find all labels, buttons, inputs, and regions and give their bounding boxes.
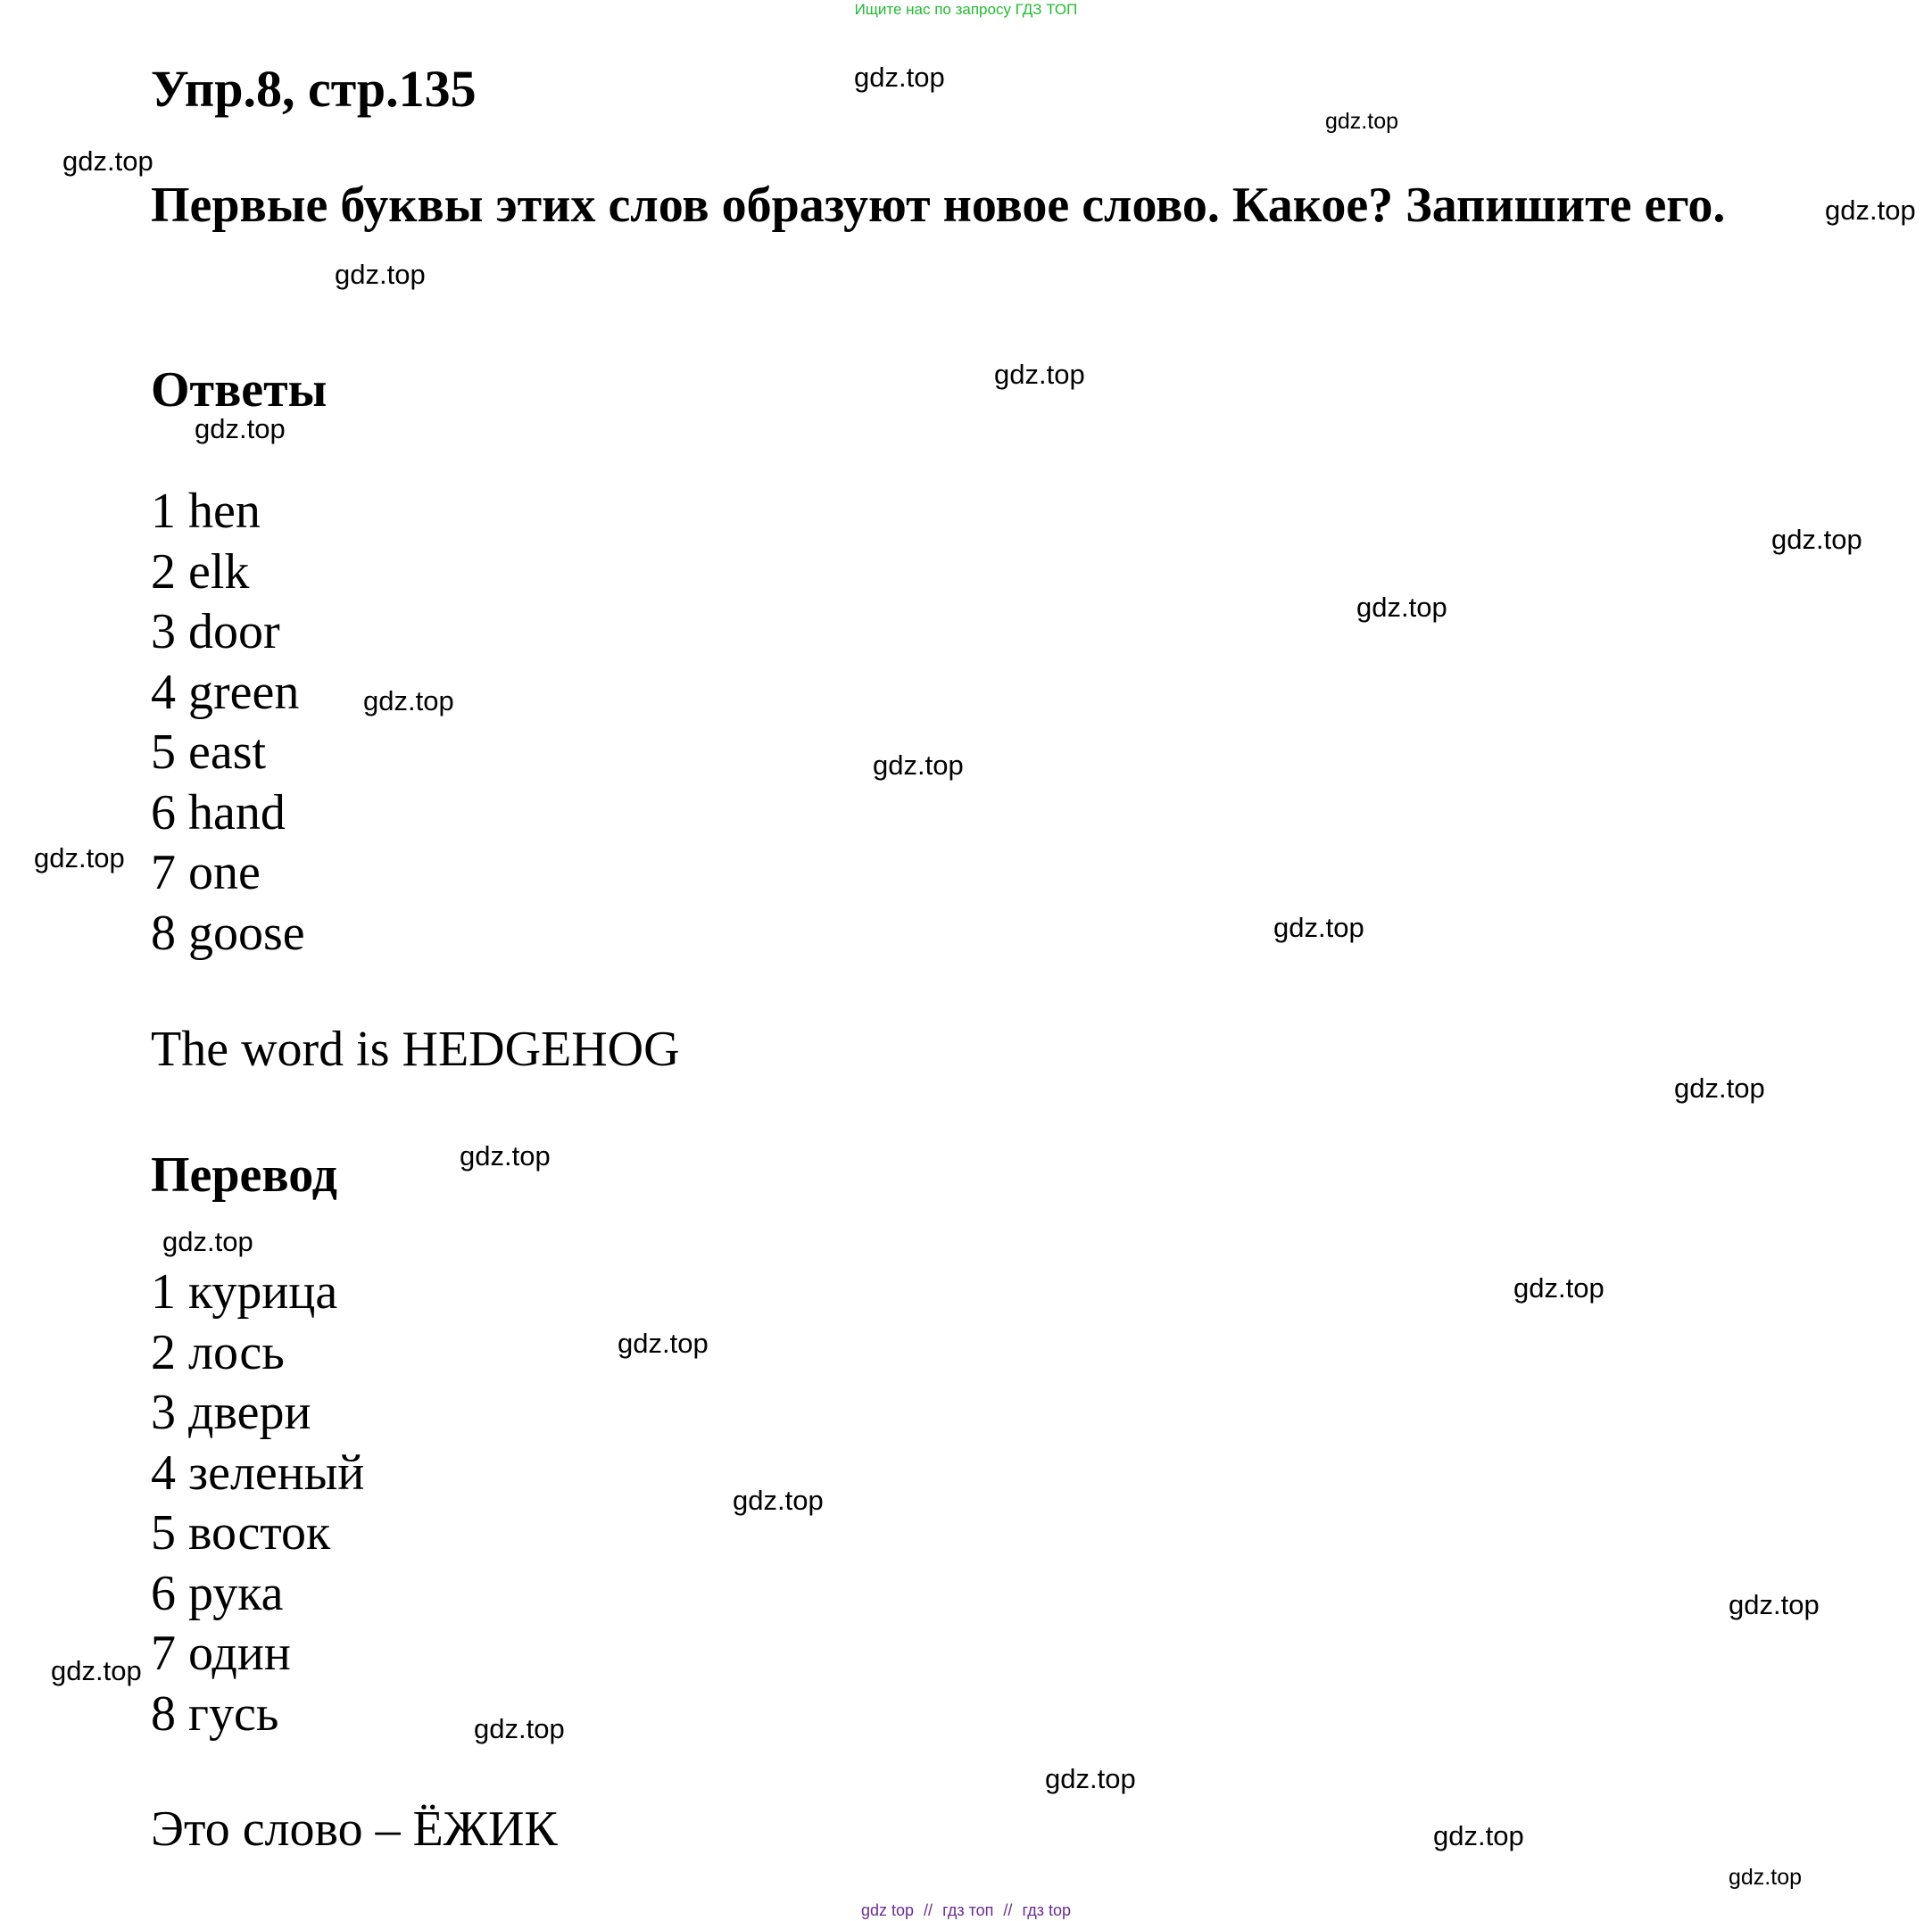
footer-link-gdz-top-cyrillic[interactable]: гдз топ	[942, 1901, 994, 1919]
watermark: gdz.top	[618, 1328, 709, 1359]
answer-item: 2 elk	[151, 543, 250, 600]
translation-item: 7 один	[151, 1626, 291, 1681]
answer-item: 1 hen	[151, 484, 261, 539]
watermark: gdz.top	[1674, 1072, 1765, 1104]
translation-item: 1 курица	[151, 1264, 338, 1320]
exercise-title: Упр.8, стр.135	[151, 60, 477, 118]
watermark: gdz.top	[733, 1485, 824, 1516]
search-banner: Ищите нас по запросу ГДЗ ТОП	[854, 1, 1078, 18]
watermark: gdz.top	[1729, 1589, 1820, 1620]
watermark: gdz.top	[854, 62, 945, 93]
watermark: gdz.top	[1325, 109, 1399, 134]
translation-list	[151, 1263, 364, 1744]
watermark: gdz.top	[1273, 912, 1364, 943]
watermark: gdz.top	[195, 413, 286, 444]
translation-item: 4 зеленый	[151, 1445, 365, 1501]
translation-heading: Перевод	[151, 1147, 337, 1203]
watermark: gdz.top	[1729, 1865, 1803, 1890]
watermark: gdz.top	[34, 842, 125, 874]
answer-item: 4 green	[151, 664, 300, 720]
answer-item: 7 one	[151, 845, 261, 900]
watermark: gdz.top	[474, 1713, 565, 1744]
answers-heading: Ответы	[151, 362, 328, 418]
watermark: gdz.top	[1825, 195, 1916, 226]
watermark: gdz.top	[994, 359, 1085, 390]
answer-item: 5 east	[151, 725, 267, 780]
answer-item: 3 door	[151, 604, 280, 659]
translation-result: Это слово – ЁЖИК	[151, 1801, 558, 1857]
answers-result: The word is HEDGEHOG	[151, 1022, 680, 1077]
watermark: gdz.top	[1045, 1763, 1136, 1794]
footer-links	[0, 1900, 1932, 1920]
answers-list	[151, 482, 305, 964]
answer-item: 6 hand	[151, 784, 286, 840]
watermark: gdz.top	[162, 1226, 253, 1257]
answer-item: 8 goose	[151, 905, 305, 961]
translation-item: 3 двери	[151, 1385, 311, 1440]
watermark: gdz.top	[363, 685, 454, 716]
translation-item: 6 рука	[151, 1565, 284, 1621]
task-text: Первые буквы этих слов образуют новое слово. Какое? Запишите его.	[151, 178, 1726, 233]
footer-separator: //	[1003, 1901, 1013, 1919]
watermark: gdz.top	[1433, 1820, 1524, 1851]
footer-link-gdz-top-mixed[interactable]: гдз top	[1022, 1901, 1071, 1919]
watermark: gdz.top	[335, 259, 426, 290]
footer-separator: //	[924, 1901, 933, 1919]
translation-item: 8 гусь	[151, 1685, 279, 1742]
watermark: gdz.top	[873, 749, 964, 781]
watermark: gdz.top	[62, 145, 153, 177]
footer-link-gdz-top[interactable]: gdz top	[860, 1901, 915, 1919]
translation-item: 2 лось	[151, 1324, 285, 1380]
watermark: gdz.top	[1771, 524, 1862, 555]
watermark: gdz.top	[1356, 592, 1447, 623]
translation-item: 5 восток	[151, 1505, 331, 1561]
watermark: gdz.top	[51, 1655, 142, 1686]
watermark: gdz.top	[460, 1140, 551, 1172]
watermark: gdz.top	[1513, 1272, 1604, 1304]
